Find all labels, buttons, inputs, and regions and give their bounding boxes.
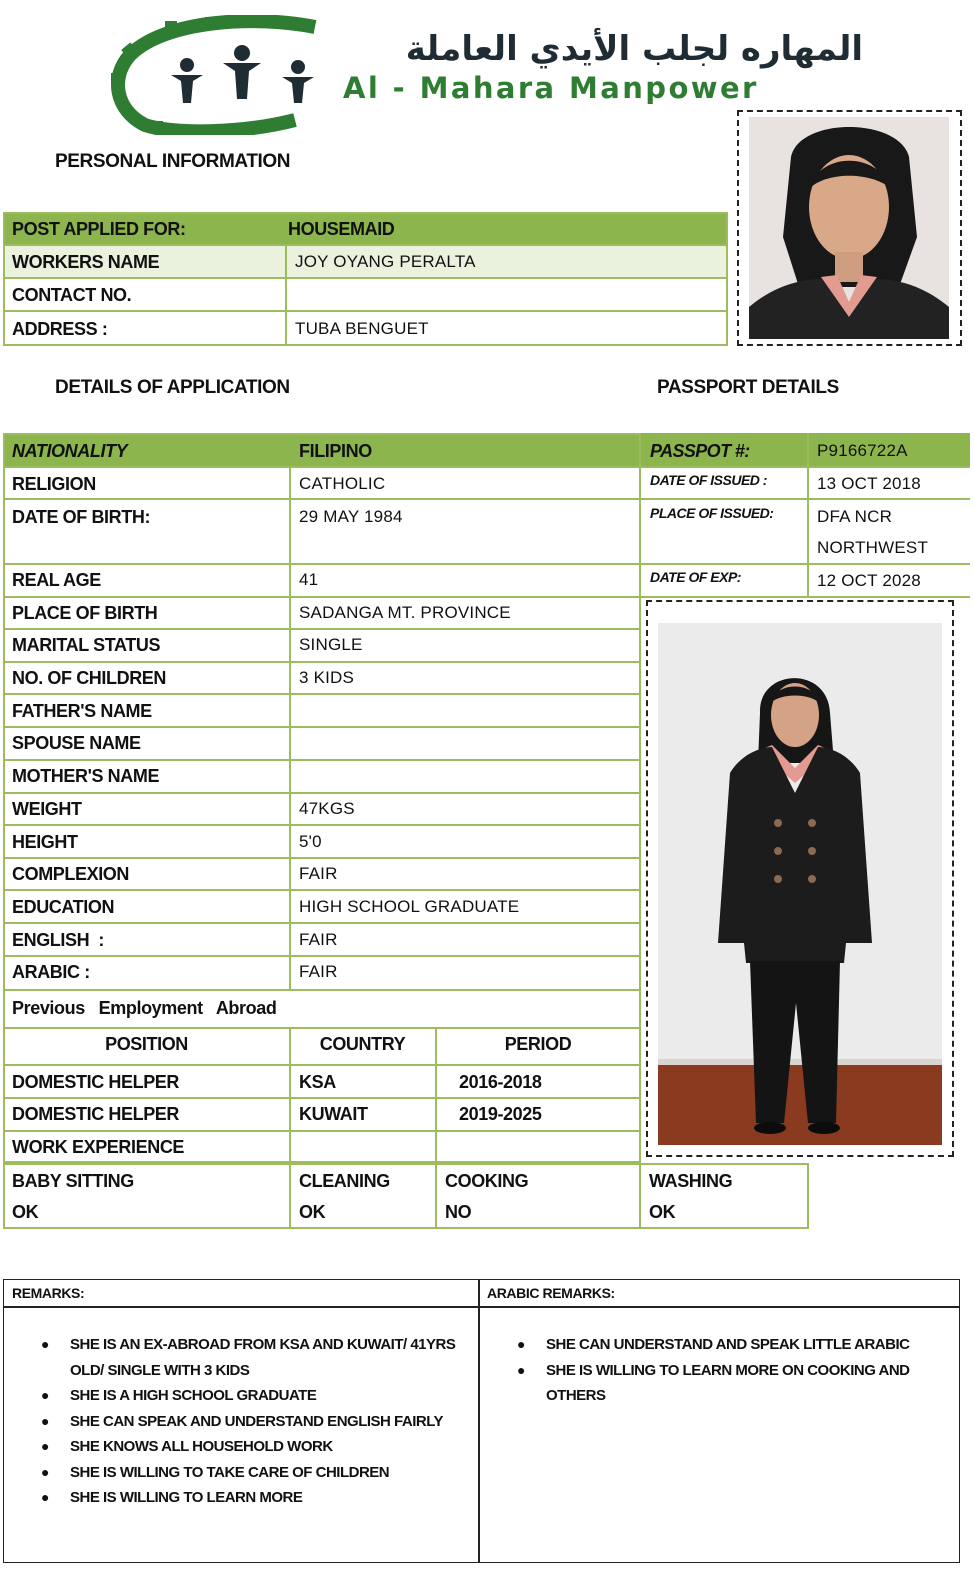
dob-label: DATE OF BIRTH: [12,507,151,527]
weight-value: 47KGS [299,799,355,818]
remark-1: SHE IS AN EX-ABROAD FROM KSA AND KUWAIT/ 41YRS [70,1336,456,1353]
arabic-remark-1: SHE CAN UNDERSTAND AND SPEAK LITTLE ARABIC [546,1336,910,1353]
passport-place-label: PLACE OF ISSUED: [650,505,774,521]
list-item [517,1332,951,1358]
bullet-icon: ● [517,1361,525,1378]
passport-number-value: P9166722A [817,441,908,460]
nationality-value: FILIPINO [299,441,372,461]
list-item [41,1383,470,1409]
father-label: FATHER'S NAME [12,701,152,721]
list-item-continued [70,1358,470,1384]
section-personal-information: PERSONAL INFORMATION [55,151,291,172]
passport-issued-value: 13 OCT 2018 [817,474,921,493]
post-applied-label: POST APPLIED FOR: [12,219,186,239]
bullet-icon: ● [41,1438,49,1454]
remark-4: SHE KNOWS ALL HOUSEHOLD WORK [70,1438,333,1455]
height-label: HEIGHT [12,832,78,852]
bullet-icon: ● [41,1336,49,1352]
remark-3: SHE CAN SPEAK AND UNDERSTAND ENGLISH FAIRLY [70,1412,443,1430]
employment-row-1-period: 2016-2018 [459,1072,542,1092]
passport-exp-label: DATE OF EXP: [650,569,741,585]
workers-name-label: WORKERS NAME [12,252,160,272]
skill-cooking: COOKING [445,1171,529,1191]
pob-label: PLACE OF BIRTH [12,603,158,623]
bullet-icon: ● [41,1387,49,1403]
employment-row-2-period: 2019-2025 [459,1104,542,1124]
contact-label: CONTACT NO. [12,285,132,305]
education-label: EDUCATION [12,897,115,917]
height-value: 5'0 [299,832,322,851]
skill-cooking-status: NO [445,1202,472,1222]
bullet-icon: ● [517,1336,525,1352]
employment-row-2-position: DOMESTIC HELPER [12,1104,180,1124]
arabic-value: FAIR [299,962,338,981]
full-body-photo-frame [646,600,954,1157]
workers-name-value: JOY OYANG PERALTA [295,252,476,271]
employment-heading-word-1: Previous [12,998,85,1018]
skill-babysitting-status: OK [12,1202,39,1222]
col-country: COUNTRY [319,1034,406,1054]
skill-washing-status: OK [649,1202,676,1222]
remark-2: SHE IS A HIGH SCHOOL GRADUATE [70,1387,317,1404]
education-value: HIGH SCHOOL GRADUATE [299,897,520,916]
passport-number-label: PASSPOT #: [650,441,750,461]
logo-arabic-text: المهاره لجلب الأيدي العاملة [405,29,863,69]
remark-5: SHE IS WILLING TO TAKE CARE OF CHILDREN [70,1463,390,1481]
children-label: NO. OF CHILDREN [12,668,166,688]
nationality-label: NATIONALITY [12,441,128,461]
pob-value: SADANGA MT. PROVINCE [299,603,511,622]
arabic-remark-2: SHE IS WILLING TO LEARN MORE ON COOKING AND [546,1361,910,1379]
age-label: REAL AGE [12,570,101,590]
logo-english-text: Al - Mahara Manpower [343,71,759,105]
bullet-icon: ● [41,1412,49,1429]
passport-place-value-2: NORTHWEST [817,538,929,557]
headshot-photo-frame [737,110,962,346]
skill-babysitting: BABY SITTING [12,1171,134,1191]
arabic-remarks-list [517,1332,951,1409]
employment-heading-word-3: Abroad [215,998,277,1018]
remark-6: SHE IS WILLING TO LEARN MORE [70,1489,303,1506]
arabic-label: ARABIC : [12,962,90,982]
passport-place-value-1: DFA NCR [817,507,893,526]
section-passport-details: PASSPORT DETAILS [657,377,839,398]
list-item [41,1485,470,1511]
skill-cleaning-status: OK [299,1202,326,1222]
religion-label: RELIGION [12,474,96,494]
remarks-list [41,1332,470,1511]
age-value: 41 [299,570,319,589]
passport-exp-value: 12 OCT 2028 [817,571,921,590]
col-position: POSITION [105,1034,188,1054]
mother-label: MOTHER'S NAME [12,766,160,786]
list-item [41,1409,470,1435]
list-item [41,1332,470,1358]
headshot-photo [749,117,949,339]
english-value: FAIR [299,930,338,949]
work-experience-label: WORK EXPERIENCE [12,1137,185,1157]
complexion-label: COMPLEXION [12,864,130,884]
employment-row-1-country: KSA [299,1072,336,1092]
col-period: PERIOD [504,1034,572,1054]
full-body-photo [658,623,942,1145]
weight-label: WEIGHT [12,799,82,819]
bullet-icon: ● [41,1489,49,1505]
list-item [41,1460,470,1486]
passport-issued-label: DATE OF ISSUED : [650,472,767,488]
list-item [517,1358,951,1384]
marital-label: MARITAL STATUS [12,635,161,655]
post-applied-value: HOUSEMAID [288,219,395,239]
employment-heading [12,998,276,1019]
arabic-remarks-title: ARABIC REMARKS: [487,1285,615,1301]
address-label: ADDRESS : [12,319,108,339]
list-item [41,1434,470,1460]
religion-value: CATHOLIC [299,474,386,493]
bullet-icon: ● [41,1463,49,1480]
employment-row-1-position: DOMESTIC HELPER [12,1072,180,1092]
english-label: ENGLISH : [12,930,105,950]
remarks-title: REMARKS: [12,1285,85,1301]
remark-1-cont: OLD/ SINGLE WITH 3 KIDS [70,1361,250,1379]
employment-heading-word-2: Employment [98,998,203,1018]
arabic-remark-2-cont: OTHERS [546,1387,606,1404]
children-value: 3 KIDS [299,668,355,687]
complexion-value: FAIR [299,864,338,883]
skill-washing: WASHING [649,1171,733,1191]
gear-people-logo-icon [105,15,335,135]
list-item-continued [546,1383,951,1409]
spouse-label: SPOUSE NAME [12,733,141,753]
employment-row-2-country: KUWAIT [299,1104,368,1124]
section-details-of-application: DETAILS OF APPLICATION [55,377,290,398]
skill-cleaning: CLEANING [299,1171,390,1191]
marital-value: SINGLE [299,635,363,654]
dob-value: 29 MAY 1984 [299,507,403,526]
address-value: TUBA BENGUET [295,319,429,338]
